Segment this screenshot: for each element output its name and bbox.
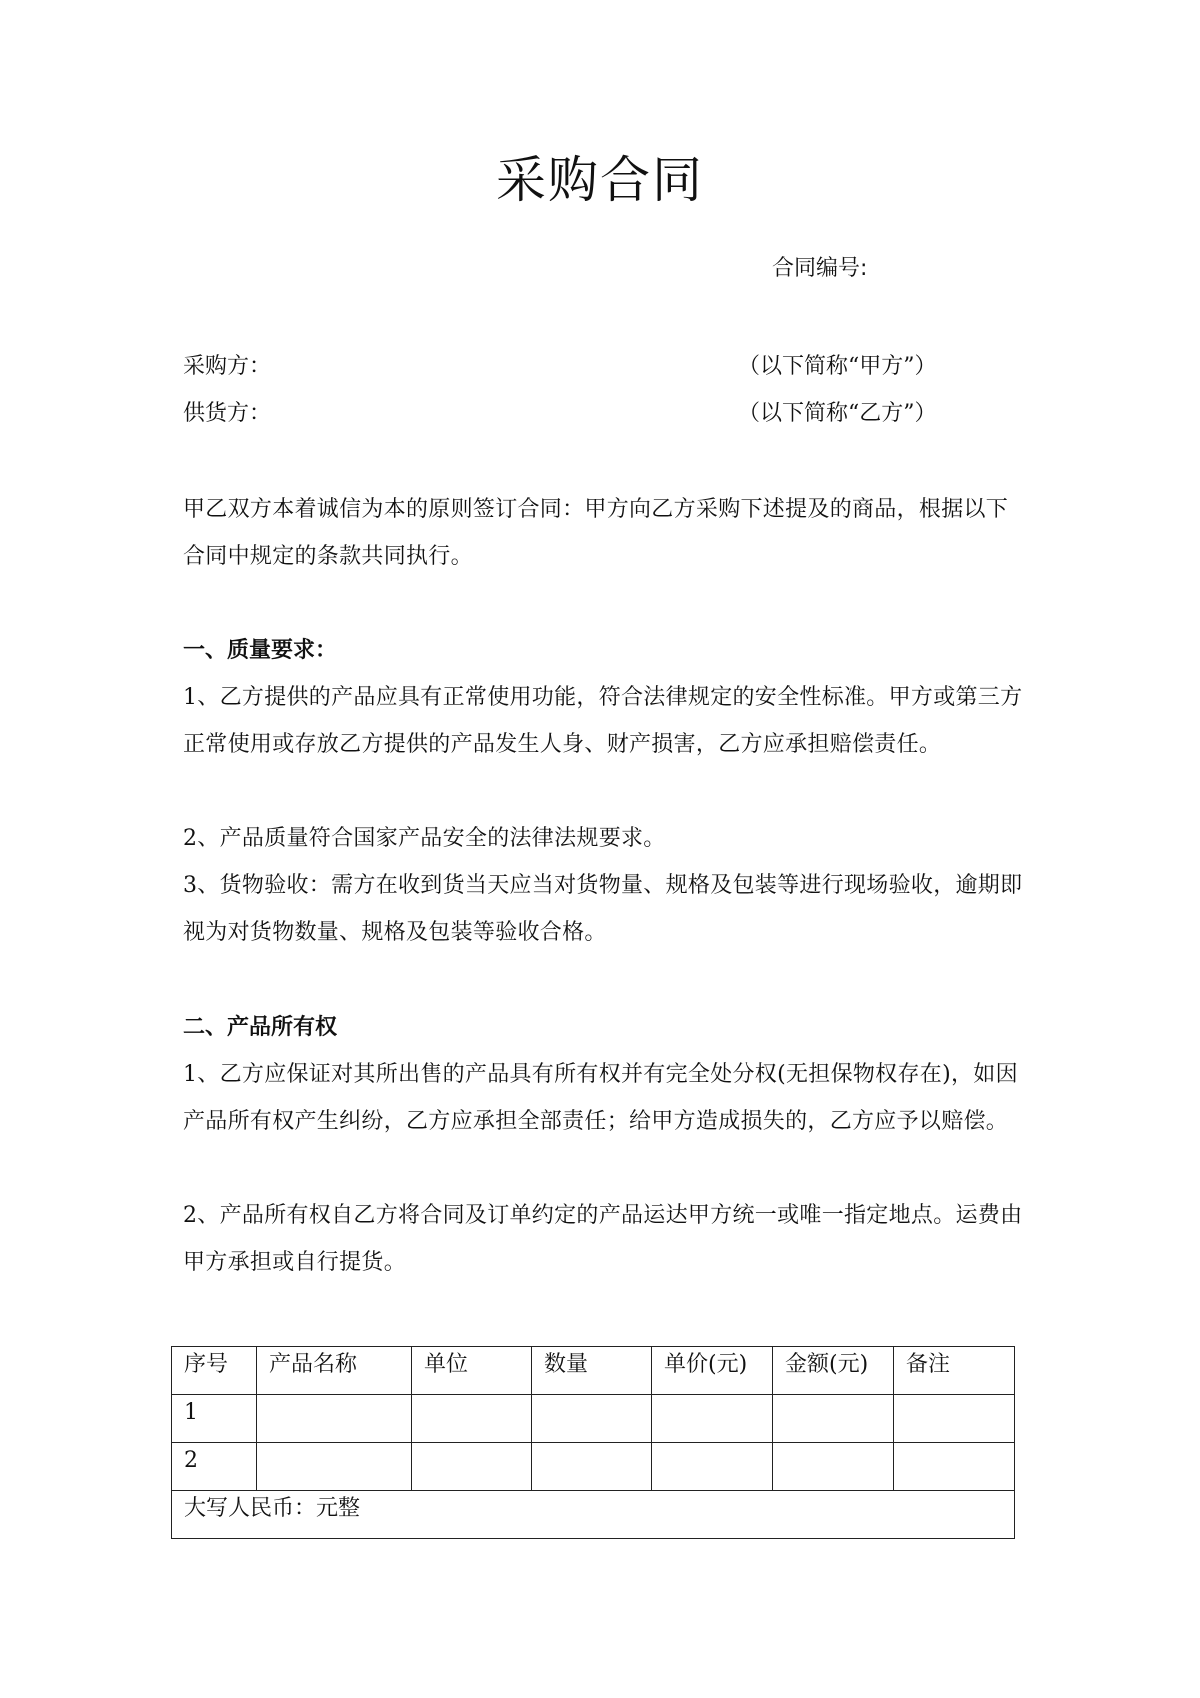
supplier-label: 供货方： bbox=[183, 401, 272, 426]
table-cell bbox=[257, 1395, 412, 1443]
table-header-row bbox=[172, 1347, 1015, 1395]
section-quality-heading: 一、质量要求： bbox=[183, 638, 338, 663]
col-header-unit-price: 单价(元) bbox=[652, 1347, 773, 1395]
table-cell bbox=[412, 1443, 532, 1491]
table-cell bbox=[652, 1395, 773, 1443]
contract-number-label: 合同编号: bbox=[772, 256, 868, 281]
quality-item-1: 1、乙方提供的产品应具有正常使用功能，符合法律规定的安全性标准。甲方或第三方正常使用或存放乙方提供的产品发生人身、财产损害，乙方应承担赔偿责任。 bbox=[183, 685, 1023, 757]
col-header-unit: 单位 bbox=[412, 1347, 532, 1395]
table-cell bbox=[257, 1443, 412, 1491]
col-header-product-name: 产品名称 bbox=[257, 1347, 412, 1395]
table-cell bbox=[532, 1443, 652, 1491]
col-header-amount: 金额(元) bbox=[773, 1347, 894, 1395]
col-header-remarks: 备注 bbox=[894, 1347, 1015, 1395]
table-cell bbox=[773, 1443, 894, 1491]
table-cell bbox=[773, 1395, 894, 1443]
buyer-label: 采购方： bbox=[183, 354, 272, 379]
total-amount-label: 大写人民币：元整 bbox=[172, 1491, 1015, 1539]
table-cell bbox=[894, 1395, 1015, 1443]
col-header-quantity: 数量 bbox=[532, 1347, 652, 1395]
table-row bbox=[172, 1443, 1015, 1491]
table-cell bbox=[412, 1395, 532, 1443]
product-table bbox=[171, 1346, 1015, 1539]
table-cell bbox=[532, 1395, 652, 1443]
table-total-row bbox=[172, 1491, 1015, 1539]
col-header-index: 序号 bbox=[172, 1347, 257, 1395]
table-cell: 2 bbox=[172, 1443, 257, 1491]
table-cell bbox=[652, 1443, 773, 1491]
table-cell bbox=[894, 1443, 1015, 1491]
table-cell: 1 bbox=[172, 1395, 257, 1443]
quality-item-2: 2、产品质量符合国家产品安全的法律法规要求。 bbox=[183, 826, 666, 851]
buyer-note: （以下简称“甲方”） bbox=[738, 354, 937, 379]
table-row bbox=[172, 1395, 1015, 1443]
intro-paragraph: 甲乙双方本着诚信为本的原则签订合同：甲方向乙方采购下述提及的商品，根据以下合同中规定的条款共同执行。 bbox=[183, 497, 1009, 569]
quality-item-3: 3、货物验收：需方在收到货当天应当对货物量、规格及包装等进行现场验收，逾期即视为对货物数量、规格及包装等验收合格。 bbox=[183, 873, 1023, 945]
ownership-item-2: 2、产品所有权自乙方将合同及订单约定的产品运达甲方统一或唯一指定地点。运费由甲方承担或自行提货。 bbox=[183, 1203, 1023, 1275]
ownership-item-1: 1、乙方应保证对其所出售的产品具有所有权并有完全处分权(无担保物权存在)，如因产品所有权产生纠纷，乙方应承担全部责任；给甲方造成损失的，乙方应予以赔偿。 bbox=[183, 1062, 1018, 1134]
page-title: 采购合同 bbox=[496, 151, 704, 209]
section-ownership-heading: 二、产品所有权 bbox=[183, 1015, 338, 1040]
supplier-note: （以下简称“乙方”） bbox=[738, 401, 937, 426]
